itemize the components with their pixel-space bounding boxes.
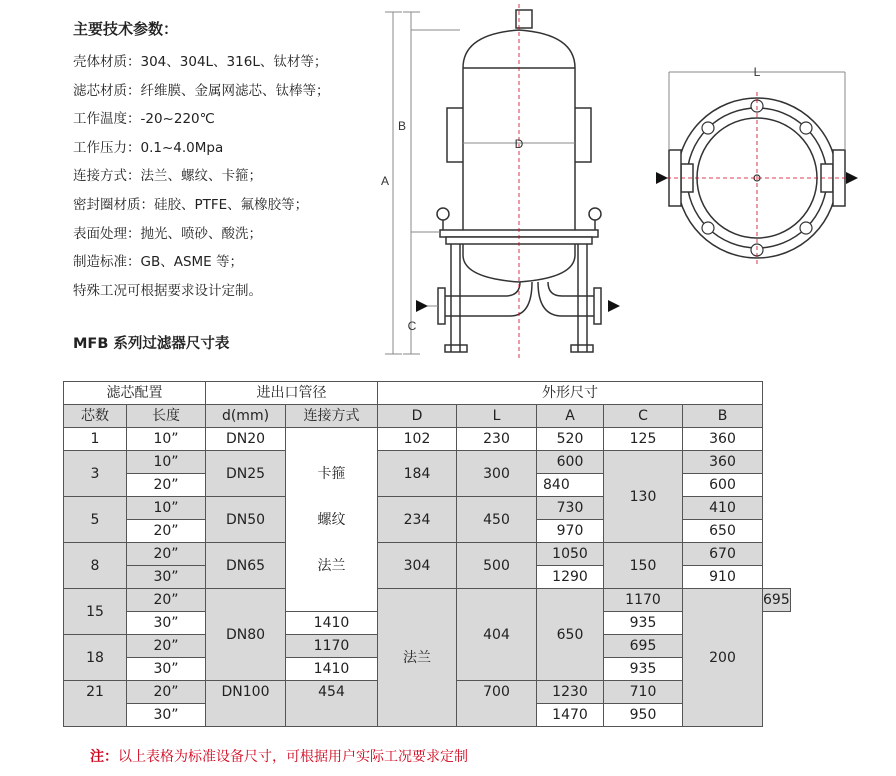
dim-label-C: C	[407, 319, 417, 333]
connection-thread: 螺纹	[317, 511, 346, 528]
cell-L: 700	[457, 681, 537, 727]
cell-length: 30”	[127, 566, 206, 589]
footnote	[90, 746, 468, 766]
cell-L: 500	[457, 543, 537, 589]
cell-length: 10”	[127, 497, 206, 520]
spec-temperature: 工作温度：-20~220℃	[73, 111, 215, 128]
cell-C: 150	[604, 543, 683, 589]
dim-label-L: L	[753, 65, 761, 79]
cell-L: 230	[457, 428, 537, 451]
cell-dn: DN80	[206, 589, 286, 681]
cell-B: 650	[683, 520, 763, 543]
dim-label-A: A	[380, 174, 390, 188]
cell-length: 10”	[127, 428, 206, 451]
cell-C: 200	[683, 589, 763, 727]
cell-A: 1410	[286, 658, 378, 681]
cell-A: 730	[537, 497, 604, 520]
cell-length: 20”	[127, 589, 206, 612]
cell-B: 695	[604, 635, 683, 658]
cell-B: 600	[683, 474, 763, 497]
cell-B: 910	[683, 566, 763, 589]
cell-length: 20”	[127, 543, 206, 566]
cell-D: 304	[378, 543, 457, 589]
cell-C: 130	[604, 451, 683, 543]
cell-B: 410	[683, 497, 763, 520]
cell-A: 970	[537, 520, 604, 543]
cell-count: 15	[64, 589, 127, 635]
cell-length: 20”	[127, 635, 206, 658]
spec-surface: 表面处理：抛光、喷砂、酸洗；	[73, 225, 262, 242]
cell-count: 8	[64, 543, 127, 589]
col-B: B	[683, 405, 763, 428]
spec-connection: 连接方式：法兰、螺纹、卡箍；	[73, 168, 262, 185]
cell-D: 184	[378, 451, 457, 497]
table-row	[64, 451, 791, 474]
cell-A: 520	[537, 428, 604, 451]
cell-A: 1470	[537, 704, 604, 727]
cell-length: 30”	[127, 658, 206, 681]
cell-A: 600	[537, 451, 604, 474]
cell-B: 695	[763, 589, 791, 612]
cell-length: 20”	[127, 520, 206, 543]
cell-A: 1230	[537, 681, 604, 704]
specs-title: 主要技术参数：	[73, 20, 179, 38]
cell-dn: DN20	[206, 428, 286, 451]
connection-flange: 法兰	[317, 557, 346, 574]
cell-A: 1170	[604, 589, 683, 612]
cell-dn: DN100	[206, 681, 286, 727]
cell-B: 710	[604, 681, 683, 704]
cell-count: 3	[64, 451, 127, 497]
cell-B: 950	[604, 704, 683, 727]
col-count: 芯数	[64, 405, 127, 428]
cell-L: 450	[457, 497, 537, 543]
col-D: D	[378, 405, 457, 428]
header-inlet-outlet: 进出口管径	[206, 382, 378, 405]
cell-count: 18	[64, 635, 127, 681]
filter-drawing	[0, 0, 896, 380]
cell-dn: DN25	[206, 451, 286, 497]
table-title: MFB 系列过滤器尺寸表	[73, 336, 230, 352]
col-C: C	[604, 405, 683, 428]
cell-B: 360	[683, 428, 763, 451]
spec-filter-material: 滤芯材质：纤维膜、金属网滤芯、钛棒等；	[73, 82, 330, 99]
cell-dn: DN65	[206, 543, 286, 589]
cell-B: 935	[604, 658, 683, 681]
spec-shell-material: 壳体材质：304、304L、316L、钛材等；	[73, 54, 328, 70]
spec-standard: 制造标准：GB、ASME 等；	[73, 254, 243, 271]
cell-length: 30”	[127, 704, 206, 727]
dim-label-B: B	[397, 119, 407, 133]
cell-A: 1050	[537, 543, 604, 566]
col-length: 长度	[127, 405, 206, 428]
table-row	[64, 543, 791, 566]
col-A: A	[537, 405, 604, 428]
col-connection: 连接方式	[286, 405, 378, 428]
header-filter-config: 滤芯配置	[64, 382, 206, 405]
cell-A: 840	[537, 474, 604, 497]
cell-count: 5	[64, 497, 127, 543]
cell-L: 300	[457, 451, 537, 497]
cell-connection: 法兰	[378, 589, 457, 727]
cell-D: 404	[457, 589, 537, 681]
cell-B: 360	[683, 451, 763, 474]
cell-dn: DN50	[206, 497, 286, 543]
cell-length: 30”	[127, 612, 206, 635]
footnote-prefix: 注：	[90, 749, 118, 765]
cell-B: 670	[683, 543, 763, 566]
cell-length: 10”	[127, 451, 206, 474]
col-L: L	[457, 405, 537, 428]
cell-L: 650	[537, 589, 604, 681]
footnote-text: 以上表格为标准设备尺寸，可根据用户实际工况要求定制	[118, 749, 468, 765]
spec-custom: 特殊工况可根据要求设计定制。	[73, 282, 262, 299]
cell-D: 234	[378, 497, 457, 543]
cell-A: 1290	[537, 566, 604, 589]
cell-D: 102	[378, 428, 457, 451]
spec-pressure: 工作压力：0.1~4.0Mpa	[73, 139, 224, 156]
spec-seal-material: 密封圈材质：硅胶、PTFE、氟橡胶等；	[73, 196, 309, 213]
cell-A: 1170	[286, 635, 378, 658]
cell-C: 125	[604, 428, 683, 451]
dimension-table	[63, 381, 791, 727]
connection-clamp: 卡箍	[317, 465, 346, 482]
cell-B: 935	[604, 612, 683, 635]
cell-length: 20”	[127, 474, 206, 497]
cell-connection-options	[286, 428, 378, 612]
cell-length: 20”	[127, 681, 206, 704]
col-d: d(mm)	[206, 405, 286, 428]
cell-D: 454	[286, 681, 378, 727]
cell-count: 1	[64, 428, 127, 451]
table-row	[64, 589, 791, 612]
cell-A: 1410	[286, 612, 378, 635]
dim-label-D: D	[514, 137, 524, 151]
header-overall-dims: 外形尺寸	[378, 382, 763, 405]
cell-count: 21	[64, 681, 127, 727]
table-row	[64, 428, 791, 451]
